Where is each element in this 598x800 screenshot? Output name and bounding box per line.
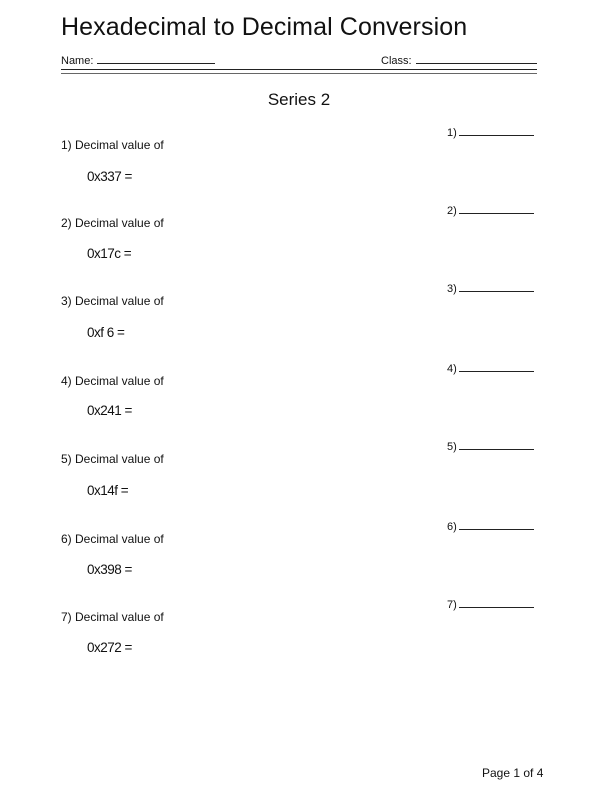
question-prompt: 3) Decimal value of [61, 294, 164, 308]
page-title: Hexadecimal to Decimal Conversion [61, 13, 468, 41]
name-field [61, 53, 215, 67]
answer-slot [447, 440, 534, 453]
answer-number: 3) [447, 283, 457, 295]
class-blank [416, 53, 537, 64]
question-expression: 0x14f = [87, 483, 129, 498]
answer-slot [447, 126, 534, 139]
answer-slot [447, 598, 534, 611]
answer-blank [459, 204, 534, 214]
answer-blank [459, 598, 534, 608]
question-expression: 0x398 = [87, 562, 132, 577]
question-expression: 0x272 = [87, 640, 132, 655]
question-prompt: 7) Decimal value of [61, 610, 164, 624]
answer-number: 5) [447, 441, 457, 453]
question-expression: 0x241 = [87, 403, 132, 418]
header-divider [61, 69, 537, 70]
class-field [381, 53, 537, 67]
question-expression: 0x337 = [87, 169, 132, 184]
name-blank [97, 53, 215, 64]
answer-slot [447, 204, 534, 217]
answer-number: 7) [447, 599, 457, 611]
answer-slot [447, 282, 534, 295]
name-label: Name: [61, 55, 94, 67]
question-prompt: 2) Decimal value of [61, 216, 164, 230]
answer-slot [447, 520, 534, 533]
question-expression: 0xf 6 = [87, 325, 125, 340]
answer-blank [459, 520, 534, 530]
question-expression: 0x17c = [87, 246, 132, 261]
answer-number: 2) [447, 205, 457, 217]
answer-slot [447, 362, 534, 375]
answer-number: 4) [447, 363, 457, 375]
class-label: Class: [381, 55, 412, 67]
answer-blank [459, 126, 534, 136]
answer-blank [459, 440, 534, 450]
header-divider-secondary [61, 73, 537, 74]
answer-blank [459, 362, 534, 372]
answer-blank [459, 282, 534, 292]
question-prompt: 6) Decimal value of [61, 532, 164, 546]
question-prompt: 4) Decimal value of [61, 374, 164, 388]
answer-number: 1) [447, 127, 457, 139]
series-heading: Series 2 [267, 90, 331, 109]
answer-number: 6) [447, 521, 457, 533]
page-number: Page 1 of 4 [482, 766, 544, 780]
question-prompt: 5) Decimal value of [61, 452, 164, 466]
question-prompt: 1) Decimal value of [61, 138, 164, 152]
